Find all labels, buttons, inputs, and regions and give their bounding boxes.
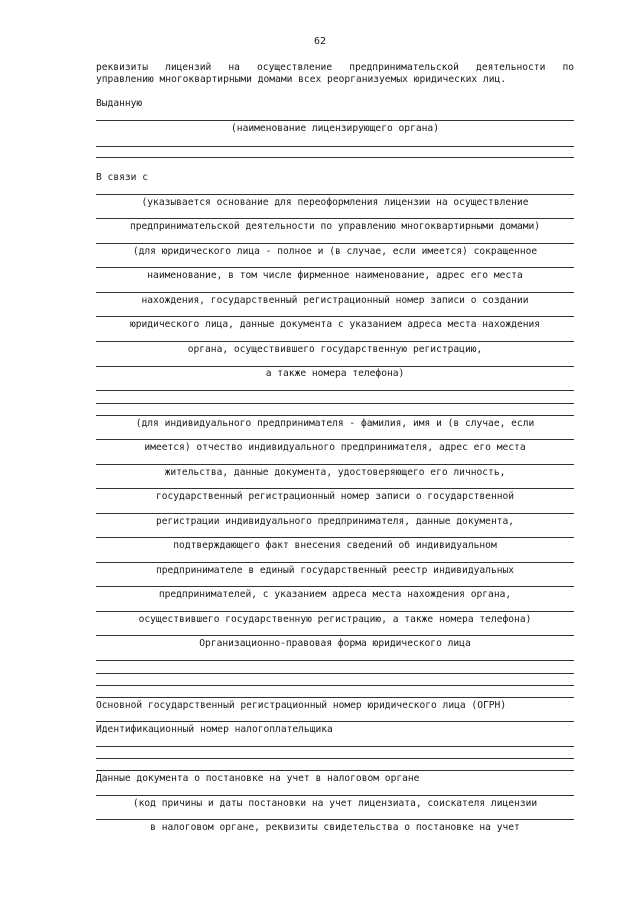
legal-entity-caption-4: юридического лица, данные документа с указанием адреса места нахождения <box>129 319 541 330</box>
fill-line <box>96 146 574 147</box>
licensing-body-caption: (наименование лицензирующего органа) <box>231 123 439 134</box>
entrepreneur-caption-8: предпринимателей, с указанием адреса места нахождения органа, <box>158 589 512 600</box>
fill-line <box>96 464 574 465</box>
entrepreneur-caption-5: регистрации индивидуального предпринимателя, данные документа, <box>155 516 515 527</box>
reason-caption-1: (указывается основание для переоформления лицензии на осуществление <box>141 197 529 208</box>
fill-line <box>96 586 574 587</box>
fill-line <box>96 819 574 820</box>
fill-line <box>96 513 574 514</box>
fill-line <box>96 746 574 747</box>
legal-entity-caption-6: а также номера телефона) <box>265 368 405 379</box>
fill-line <box>96 218 574 219</box>
issued-label: Выданную <box>96 98 143 109</box>
entrepreneur-caption-4: государственный регистрационный номер записи о государственной <box>155 491 515 502</box>
fill-line <box>96 697 574 698</box>
fill-line <box>96 770 574 771</box>
org-legal-form-label: Организационно-правовая форма юридического лица <box>199 638 471 649</box>
entrepreneur-caption-6: подтверждающего факт внесения сведений об индивидуальном <box>173 540 497 551</box>
inn-label: Идентификационный номер налогоплательщика <box>96 724 333 735</box>
fill-line <box>96 243 574 244</box>
entrepreneur-caption-2: имеется) отчество индивидуального предпринимателя, адрес его места <box>144 442 526 453</box>
tax-registration-caption-1: (код причины и даты постановки на учет лицензиата, соискателя лицензии <box>132 798 538 809</box>
fill-line <box>96 120 574 121</box>
fill-line <box>96 721 574 722</box>
fill-line <box>96 366 574 367</box>
fill-line <box>96 488 574 489</box>
legal-entity-caption-5: органа, осуществившего государственную регистрацию, <box>187 344 483 355</box>
fill-line <box>96 758 574 759</box>
entrepreneur-caption-3: жительства, данные документа, удостоверяющего его личность, <box>164 467 506 478</box>
intro-line-2: управлению многоквартирными домами всех реорганизуемых юридических лиц. <box>96 74 507 85</box>
fill-line <box>96 341 574 342</box>
entrepreneur-caption-1: (для индивидуального предпринимателя - фамилия, имя и (в случае, если <box>135 418 535 429</box>
fill-line <box>96 390 574 391</box>
fill-line <box>96 415 574 416</box>
fill-line <box>96 635 574 636</box>
fill-line <box>96 660 574 661</box>
entrepreneur-caption-9: осуществившего государственную регистрацию, а также номера телефона) <box>138 614 532 625</box>
fill-line <box>96 194 574 195</box>
fill-line <box>96 439 574 440</box>
fill-line <box>96 316 574 317</box>
fill-line <box>96 403 574 404</box>
legal-entity-caption-2: наименование, в том числе фирменное наименование, адрес его места <box>147 270 523 281</box>
fill-line <box>96 685 574 686</box>
page-number: 62 <box>313 36 327 47</box>
intro-line-1: реквизиты лицензий на осуществление предпринимательской деятельности по <box>96 62 574 73</box>
tax-registration-caption-2: в налоговом органе, реквизиты свидетельства о постановке на учет <box>150 822 520 833</box>
in-connection-label: В связи с <box>96 172 148 183</box>
fill-line <box>96 537 574 538</box>
fill-line <box>96 611 574 612</box>
legal-entity-caption-1: (для юридического лица - полное и (в случае, если имеется) сокращенное <box>132 246 538 257</box>
entrepreneur-caption-7: предпринимателе в единый государственный реестр индивидуальных <box>155 565 515 576</box>
reason-caption-2: предпринимательской деятельности по управлению многоквартирными домами) <box>129 221 541 232</box>
fill-line <box>96 267 574 268</box>
tax-registration-label: Данные документа о постановке на учет в налоговом органе <box>96 773 420 784</box>
ogrn-label: Основной государственный регистрационный номер юридического лица (ОГРН) <box>96 700 507 711</box>
fill-line <box>96 157 574 158</box>
fill-line <box>96 673 574 674</box>
legal-entity-caption-3: нахождения, государственный регистрационный номер записи о создании <box>141 295 529 306</box>
fill-line <box>96 795 574 796</box>
fill-line <box>96 562 574 563</box>
fill-line <box>96 292 574 293</box>
